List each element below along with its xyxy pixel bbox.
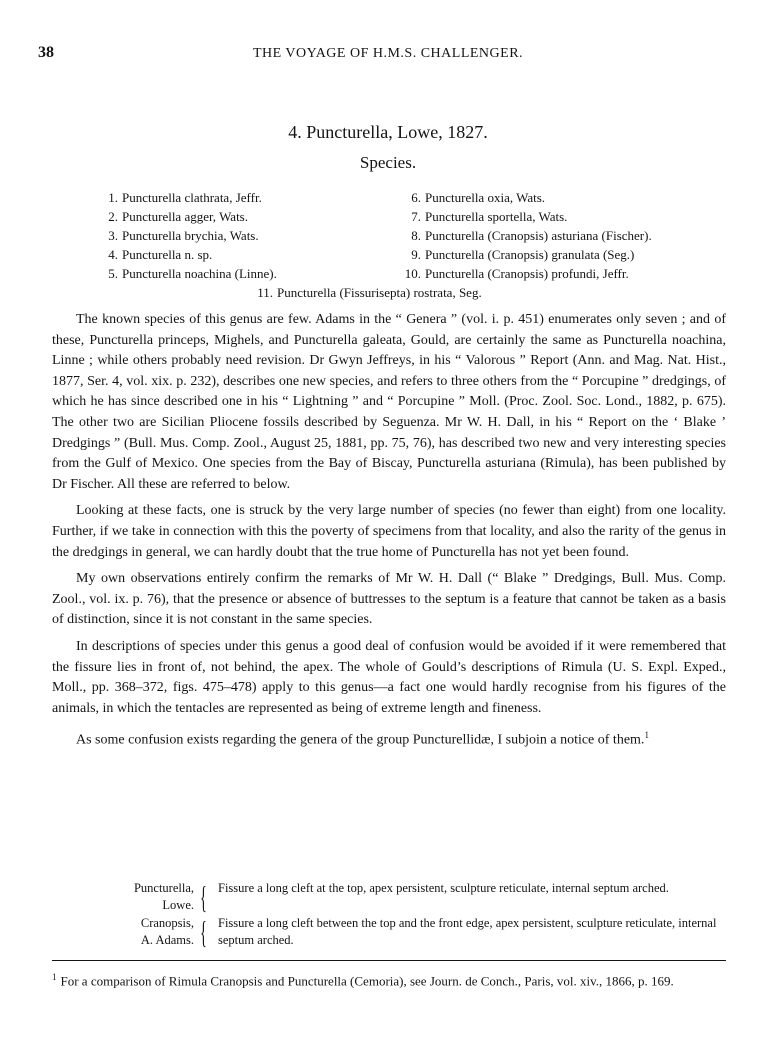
species-item: 9. Puncturella (Cranopsis) granulata (Seg.)	[411, 247, 635, 262]
species-item: 8. Puncturella (Cranopsis) asturiana (Fischer).	[411, 228, 652, 243]
species-column-left	[100, 188, 390, 283]
footnote-text: For a comparison of Rimula Cranopsis and Puncturella (Cemoria), see Journ. de Conch., Paris, vol. xiv., 1866, p. 169.	[60, 973, 674, 989]
genus-description: Fissure a long cleft at the top, apex persistent, sculpture reticulate, internal septum arched.	[218, 881, 669, 895]
species-item: 7. Puncturella sportella, Wats.	[411, 209, 568, 224]
paragraph: As some confusion exists regarding the genera of the group Puncturellidæ, I subjoin a notice of them.$^1$	[76, 730, 649, 748]
running-title: THE VOYAGE OF H.M.S. CHALLENGER.	[252, 46, 524, 61]
genera-notice	[110, 880, 730, 950]
paragraph: My own observations entirely confirm the remarks of Mr W. H. Dall (“ Blake ” Dredgings, Bull. Mus. Comp. Zool., vol. ix. p. 76), that the presence or absence of buttresses to the septum is a feature that cannot be taken as a basis of distinction, since it is not constant in the same species.	[52, 571, 726, 628]
species-item: 11. Puncturella (Fissurisepta) rostrata, Seg.	[257, 285, 482, 300]
paragraph: In descriptions of species under this genus a good deal of confusion would be avoided if it were remembered that the fissure lies in front of, not behind, the apex. The whole of Gould’s descriptions of Rimula (U. S. Expl. Exped., Moll., pp. 368–372, figs. 475–478) apply to this genus—a fact one would hardly recognise from his figures of the animals, in which the tentacles are represented as being of extreme length and fineness.	[52, 638, 726, 716]
genus-note	[110, 915, 730, 950]
brace-glyph: {	[200, 879, 207, 915]
body-text	[52, 310, 726, 758]
genus-name: Cranopsis, A. Adams.	[140, 916, 194, 947]
genus-description: Fissure a long cleft between the top and the front edge, apex persistent, sculpture reticulate, internal septum arched.	[218, 916, 717, 947]
species-subheading: Species.	[359, 153, 417, 172]
footnote-mark: 1	[52, 972, 57, 982]
species-item: 1. Puncturella clathrata, Jeffr.	[108, 190, 262, 205]
paragraph: Looking at these facts, one is struck by the very large number of species (no fewer than eight) from one locality. Further, if we take in connection with this the poverty of specimens from that locality, and also the rarity of the genus in the dredgings in general, we can hardly doubt that the true home of Puncturella has not yet been found.	[52, 503, 726, 560]
paragraph: The known species of this genus are few. Adams in the “ Genera ” (vol. i. p. 451) enumerates only seven ; and of these, Puncturella princeps, Mighels, and Puncturella galeata, Gould, are certainly the same as Puncturella noachina, Linne ; while others probably need revision. Dr Gwyn Jeffreys, in his “ Valorous ” Report (Ann. and Mag. Nat. Hist., 1877, Ser. 4, vol. xix. p. 232), describes one new species, and refers to three others from the “ Porcupine ” dredgings, of which he has since described one in his “ Lightning ” and “ Porcupine ” Moll. (Proc. Zool. Soc. Lond., 1882, p. 675). The other two are Sicilian Pliocene fossils described by Seguenza. Mr W. H. Dall, in his “ Report on the ‘ Blake ’ Dredgings ” (Bull. Mus. Comp. Zool., August 25, 1881, pp. 75, 76), has described two new and very interesting species from the Gulf of Mexico. One species from the Bay of Biscay, Puncturella asturiana (Rimula), has been published by Dr Fischer. All these are referred to below.	[52, 312, 726, 492]
species-item: 2. Puncturella agger, Wats.	[108, 209, 248, 224]
species-item: 4. Puncturella n. sp.	[108, 247, 213, 262]
genus-note	[110, 880, 730, 915]
footnote-divider	[52, 960, 726, 961]
footnote-reference[interactable]: 1	[644, 730, 649, 741]
species-column-right	[395, 188, 705, 283]
species-item: 10. Puncturella (Cranopsis) profundi, Jeffr.	[404, 266, 629, 281]
species-item: 5. Puncturella noachina (Linne).	[108, 266, 277, 281]
section-title: 4. Puncturella, Lowe, 1827.	[288, 122, 488, 142]
species-item: 6. Puncturella oxia, Wats.	[411, 190, 546, 205]
footnote	[52, 968, 726, 990]
species-item: 3. Puncturella brychia, Wats.	[108, 228, 259, 243]
brace-glyph: {	[200, 914, 207, 950]
page-number: 38	[38, 44, 54, 61]
genus-name: Puncturella, Lowe.	[133, 881, 194, 912]
page-header	[38, 44, 738, 68]
